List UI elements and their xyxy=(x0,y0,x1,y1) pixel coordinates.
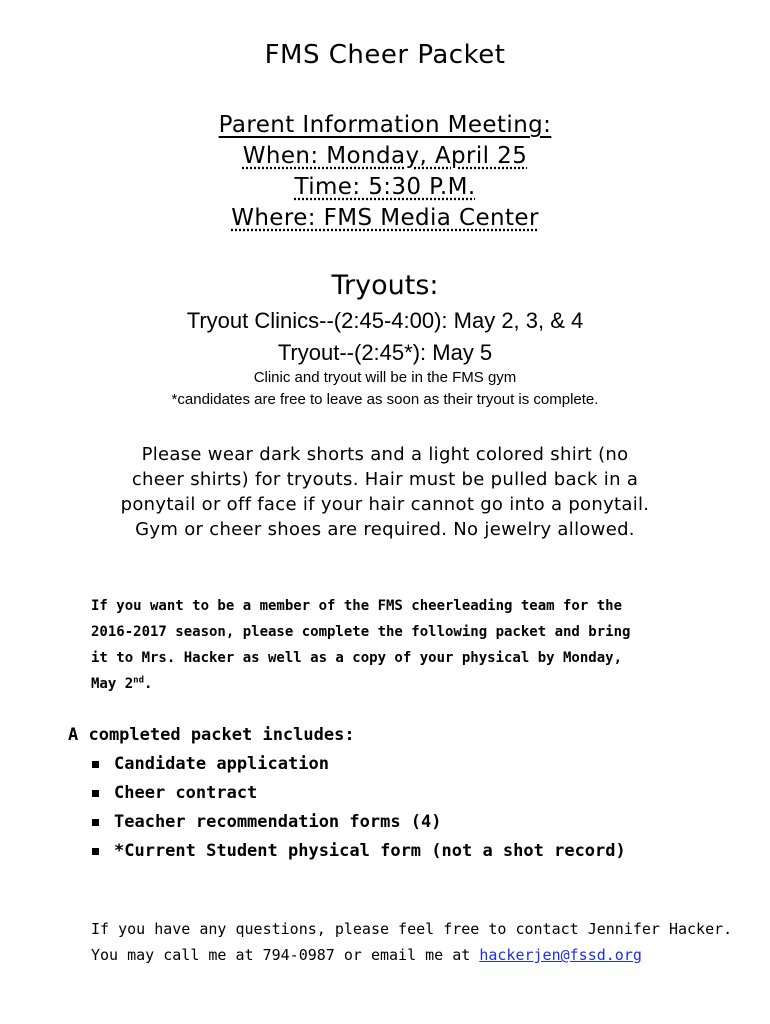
list-item: Cheer contract xyxy=(90,783,626,812)
tryout-clinics: Tryout Clinics--(2:45-4:00): May 2, 3, & 4 xyxy=(186,308,584,333)
square-bullet-icon xyxy=(92,819,99,826)
packet-items-list xyxy=(90,754,626,870)
attire-line: cheer shirts) for tryouts. Hair must be pulled back in a xyxy=(131,469,639,490)
tryout-location-note: Clinic and tryout will be in the FMS gym xyxy=(253,369,517,386)
meeting-when: When: Monday, April 25 xyxy=(242,143,528,169)
list-item: *Current Student physical form (not a shot record) xyxy=(90,841,626,870)
square-bullet-icon xyxy=(92,761,99,768)
contact-line: You may call me at 794-0987 or email me at hackerjen@fssd.org xyxy=(91,946,642,964)
membership-line: May 2nd. xyxy=(91,675,153,692)
contact-line: If you have any questions, please feel free to contact Jennifer Hacker. xyxy=(91,920,733,938)
attire-instructions xyxy=(60,442,710,542)
attire-line: Gym or cheer shoes are required. No jewelry allowed. xyxy=(135,519,635,540)
tryout-leave-note: *candidates are free to leave as soon as their tryout is complete. xyxy=(171,391,599,408)
email-link[interactable]: hackerjen@fssd.org xyxy=(479,946,642,964)
attire-line: Please wear dark shorts and a light colored shirt (no xyxy=(141,444,629,465)
square-bullet-icon xyxy=(92,848,99,855)
square-bullet-icon xyxy=(92,790,99,797)
tryout-date: Tryout--(2:45*): May 5 xyxy=(277,340,493,365)
attire-line: ponytail or off face if your hair cannot go into a ponytail. xyxy=(120,494,650,515)
membership-instructions xyxy=(91,593,711,697)
membership-line: If you want to be a member of the FMS cheerleading team for the xyxy=(91,598,623,614)
list-item: Teacher recommendation forms (4) xyxy=(90,812,626,841)
page-title: FMS Cheer Packet xyxy=(264,40,506,70)
tryouts-heading: Tryouts: xyxy=(331,270,439,301)
meeting-where: Where: FMS Media Center xyxy=(231,205,539,231)
contact-info xyxy=(91,916,732,968)
meeting-heading: Parent Information Meeting: xyxy=(218,112,552,138)
membership-line: it to Mrs. Hacker as well as a copy of your physical by Monday, xyxy=(91,650,623,666)
meeting-time: Time: 5:30 P.M. xyxy=(294,174,476,200)
packet-heading: A completed packet includes: xyxy=(68,725,355,745)
membership-line: 2016-2017 season, please complete the following packet and bring xyxy=(91,624,631,640)
list-item: Candidate application xyxy=(90,754,626,783)
